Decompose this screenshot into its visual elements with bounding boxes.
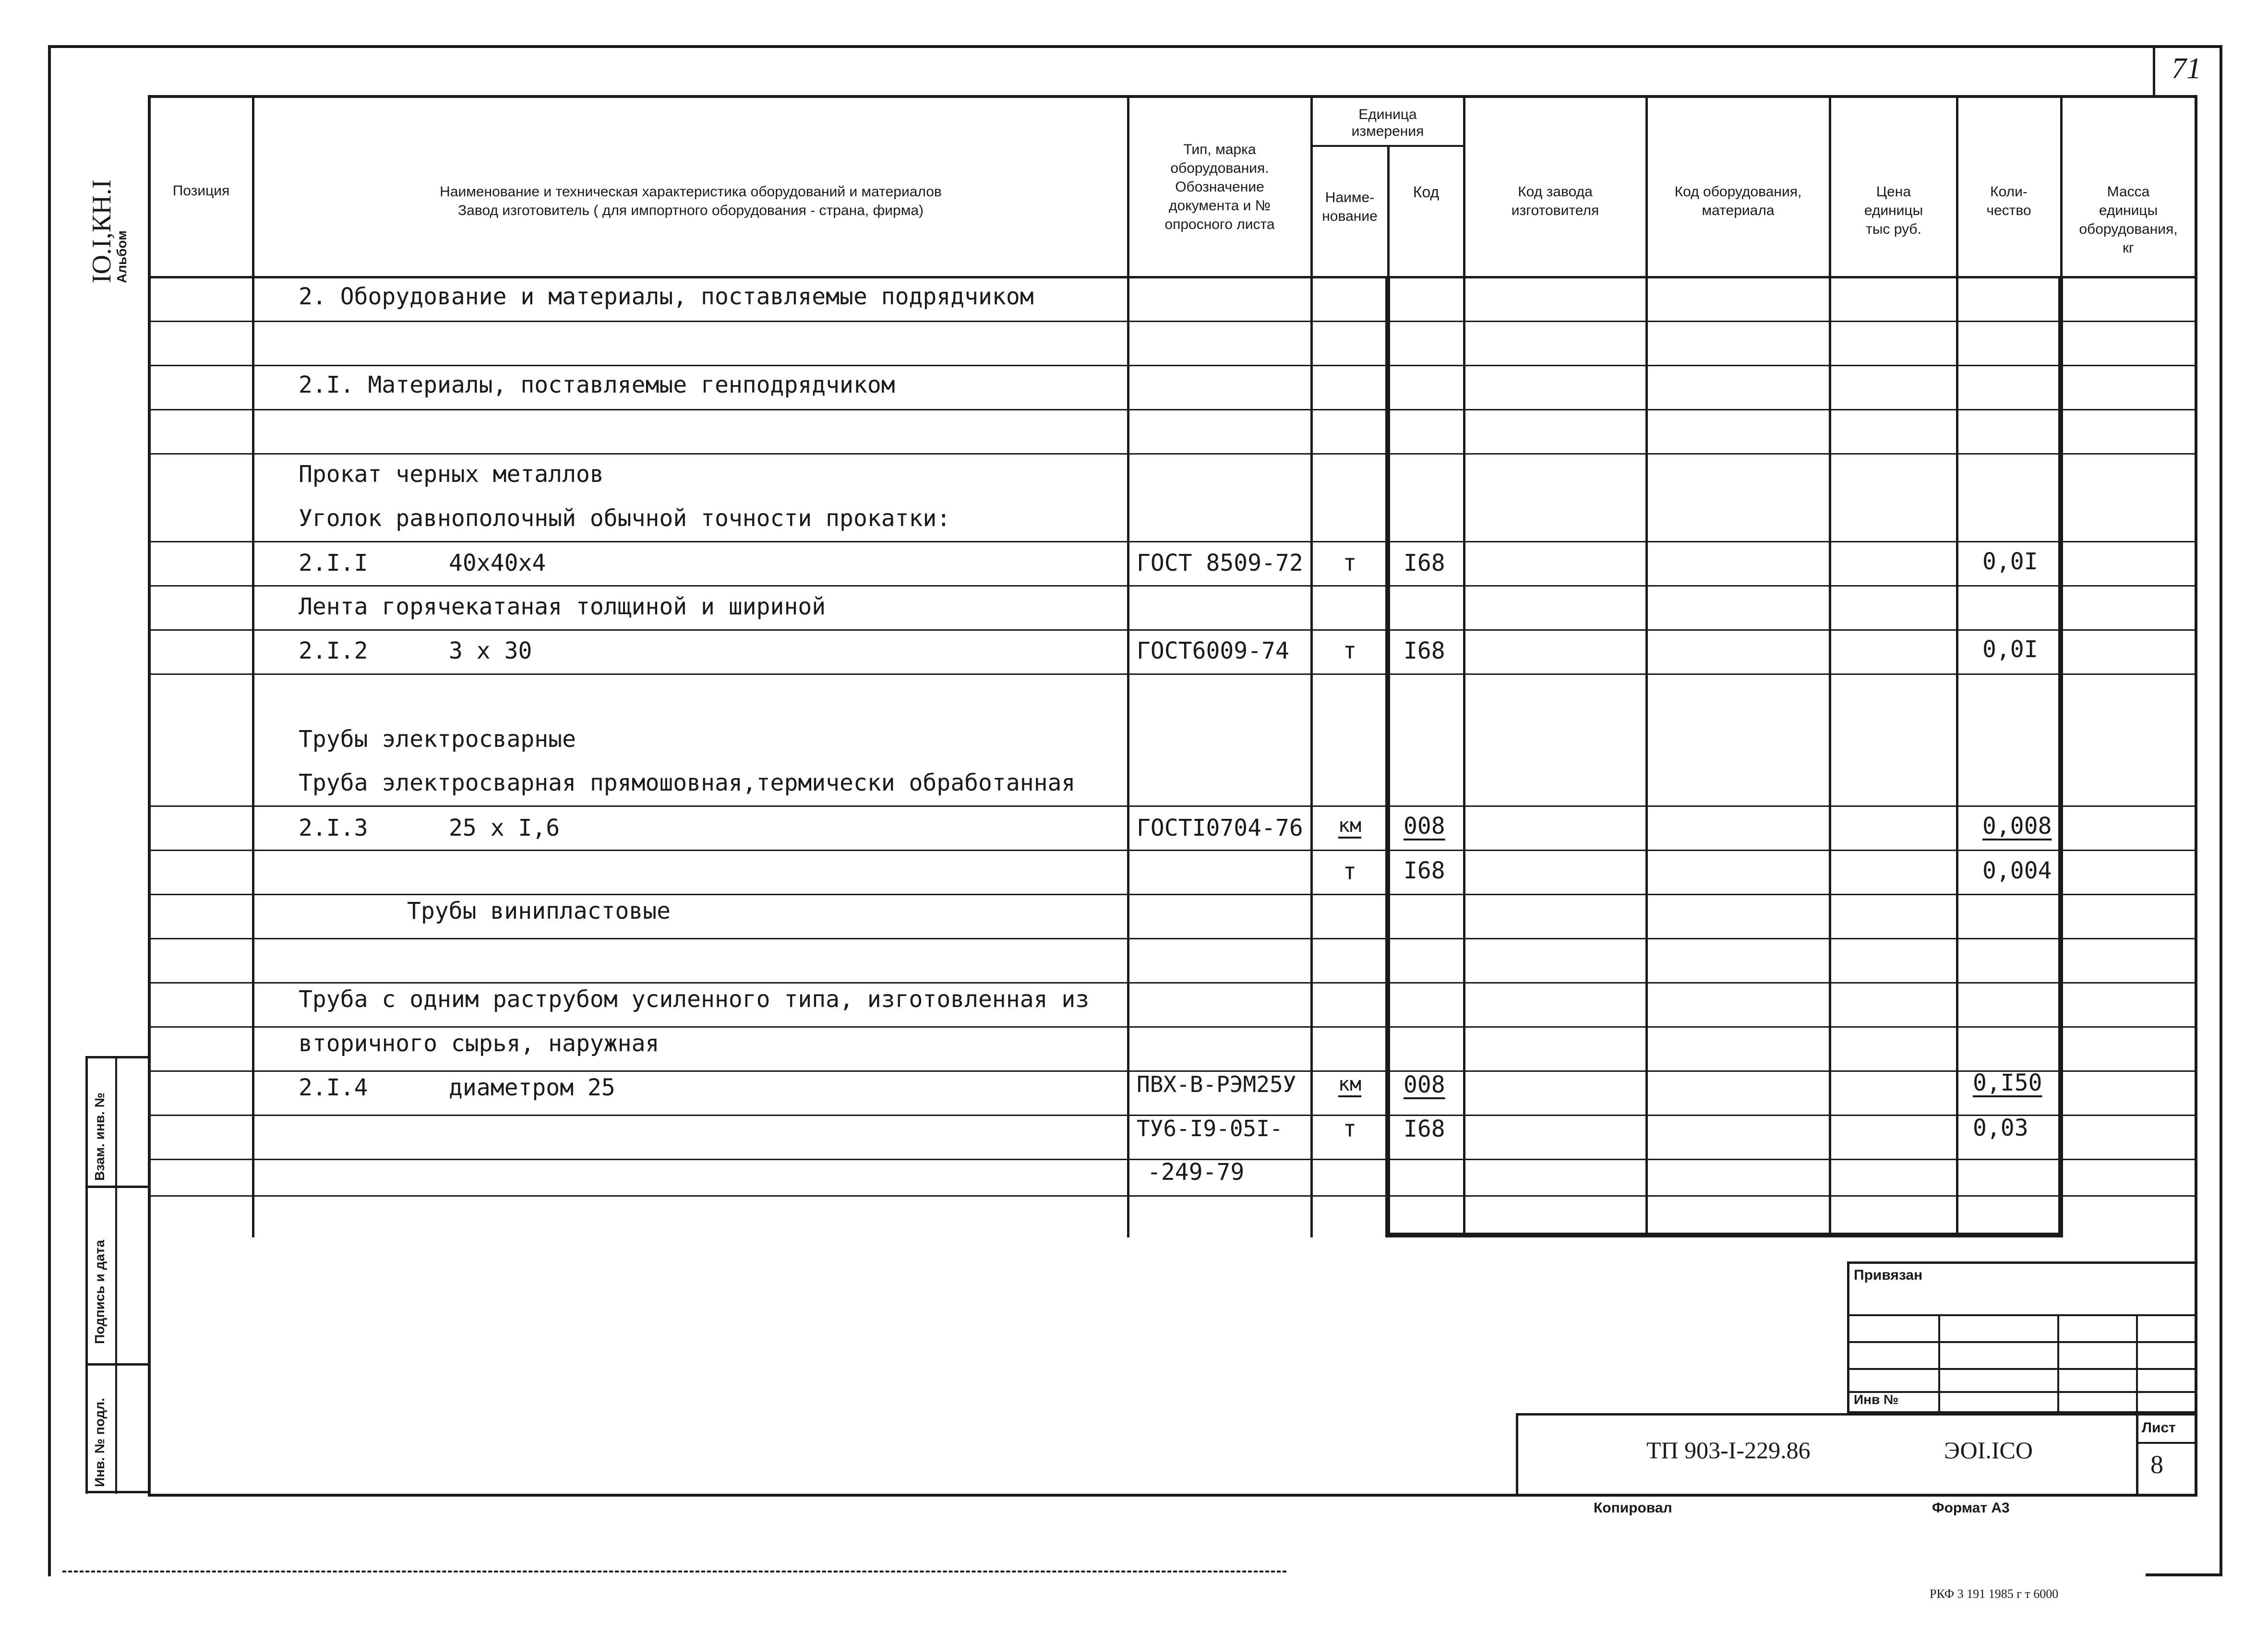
title-block-line: [1847, 1341, 2196, 1343]
stamp-line: [85, 1186, 150, 1188]
row-type: ТУ6-I9-05I-: [1137, 1116, 1283, 1141]
title-block-line: [2136, 1413, 2138, 1494]
row-item-desc: Труба электросварная прямошовная,термически обработанная: [299, 769, 1076, 796]
row-subsection-title: 2.I. Материалы, поставляемые генподрядчиком: [299, 372, 895, 398]
header-price: Цена единицы тыс руб.: [1864, 184, 1923, 237]
title-block-line: [1516, 1413, 2196, 1416]
row-group-title: Трубы винипластовые: [407, 898, 671, 924]
header-position: Позиция: [172, 183, 230, 199]
header-equip-code: Код оборудования, материала: [1674, 184, 1802, 218]
header-name: Наименование и техническая характеристика оборудований и материалов Завод изготовитель ( для импортного оборудования - страна, фирма): [440, 184, 942, 218]
row-line: [148, 850, 2196, 851]
title-inv-no: Инв №: [1854, 1392, 1899, 1407]
format-label: Формат А3: [1932, 1500, 2010, 1516]
title-bound: Привязан: [1854, 1267, 1923, 1283]
row-group-title: Прокат черных металлов: [299, 461, 604, 488]
page-number-box-left: [2153, 48, 2155, 96]
outer-frame-left: [48, 45, 51, 1576]
header-factory-code: Код завода изготовителя: [1511, 184, 1599, 218]
row-type: ГОСТI0704-76: [1137, 815, 1303, 841]
row-line: [148, 409, 2196, 410]
outer-frame-top: [48, 45, 2222, 48]
thick-frame-right: [2058, 278, 2063, 1237]
page-number: 71: [2172, 52, 2201, 85]
row-line: [148, 453, 2196, 455]
copied-label: Копировал: [1594, 1500, 1672, 1516]
row-line: [148, 982, 2196, 984]
col-line-equip-code: [1829, 95, 1831, 1237]
row-name: 40х40х4: [449, 550, 546, 576]
row-section-title: 2. Оборудование и материалы, поставляемые подрядчиком: [299, 283, 1034, 310]
row-line: [148, 673, 2196, 675]
row-code: I68: [1404, 857, 1445, 884]
table-top-line: [148, 95, 2197, 98]
stamp-line: [85, 1491, 150, 1493]
header-unit-code: Код: [1413, 183, 1440, 201]
inner-frame-left: [148, 95, 151, 1497]
title-block-line: [2136, 1442, 2196, 1444]
unit-header-divider: [1311, 145, 1464, 147]
row-unit: т: [1343, 637, 1357, 664]
row-code: 008: [1404, 1071, 1445, 1098]
header-mass: Масса единицы оборудования, кг: [2079, 184, 2178, 256]
row-line: [148, 938, 2196, 939]
row-line: [148, 321, 2196, 322]
row-unit: т: [1343, 1116, 1357, 1142]
title-block-line: [1847, 1261, 2196, 1264]
row-unit: км: [1338, 1073, 1362, 1095]
row-name: 3 х 30: [449, 637, 532, 664]
row-item-desc: Уголок равнополочный обычной точности прокатки:: [299, 505, 951, 532]
outer-frame-right: [2220, 45, 2222, 1576]
row-code: 008: [1404, 813, 1445, 840]
header-unit: Единица измерения: [1351, 107, 1424, 139]
title-block-line: [1847, 1391, 2196, 1393]
row-position: 2.I.4: [299, 1074, 368, 1101]
row-qty: 0,I50: [1973, 1069, 2042, 1096]
title-block-line: [1516, 1413, 1518, 1494]
title-block-line: [1938, 1314, 1940, 1412]
thick-frame-bottom: [1385, 1233, 2063, 1237]
row-type: -249-79: [1147, 1159, 1245, 1186]
stamp-line: [85, 1056, 150, 1058]
sheet-label: Лист: [2142, 1420, 2176, 1436]
doc-sheet-code: ЭОI.IСО: [1944, 1437, 2033, 1464]
trim-line: [62, 1571, 1286, 1572]
header-unit-name: Наиме- нование: [1322, 190, 1378, 224]
row-position: 2.I.I: [299, 550, 368, 576]
header-type: Тип, марка оборудования. Обозначение документа и № опросного листа: [1164, 142, 1275, 232]
col-line-type: [1310, 95, 1313, 1237]
row-type: ПВХ-В-РЭМ25У: [1137, 1071, 1296, 1097]
row-unit: т: [1343, 858, 1357, 885]
row-unit: км: [1338, 815, 1362, 837]
row-name: 25 х I,6: [449, 815, 560, 841]
row-line: [148, 1195, 2196, 1197]
sheet-number: 8: [2150, 1450, 2163, 1479]
row-group-title: Трубы электросварные: [299, 726, 576, 753]
outer-frame-bottom-right: [2146, 1573, 2222, 1576]
stamp-sign-date: Подпись и дата: [92, 1240, 107, 1344]
row-qty: 0,008: [1982, 813, 2052, 840]
row-position: 2.I.3: [299, 815, 368, 841]
title-block-line: [1847, 1261, 1849, 1413]
title-block-line: [1847, 1368, 2196, 1370]
inner-frame-bottom: [148, 1494, 2197, 1497]
header-bottom-line: [148, 276, 2197, 278]
row-type: ГОСТ 8509-72: [1137, 550, 1303, 576]
row-line: [148, 1026, 2196, 1028]
row-line: [148, 541, 2196, 542]
header-qty: Коли- чество: [1986, 184, 2031, 218]
stamp-inv-replace: Взам. инв. №: [92, 1092, 107, 1181]
row-line: [148, 894, 2196, 895]
row-qty: 0,0I: [1982, 636, 2038, 663]
row-line: [148, 585, 2196, 587]
title-block-line: [1847, 1314, 2196, 1316]
row-type: ГОСТ6009-74: [1137, 637, 1289, 664]
title-block-line: [2136, 1314, 2138, 1412]
stamp-line: [85, 1056, 88, 1494]
inner-frame-right: [2195, 95, 2197, 1497]
row-name: диаметром 25: [449, 1074, 615, 1101]
row-position: 2.I.2: [299, 637, 368, 664]
stamp-line: [85, 1363, 150, 1366]
album-label: Альбом: [114, 230, 129, 283]
col-line-factory-code: [1645, 95, 1648, 1237]
row-code: I68: [1404, 637, 1445, 664]
row-code: I68: [1404, 1116, 1445, 1142]
col-line-position: [252, 95, 254, 1237]
row-item-desc: Лента горячекатаная толщиной и шириной: [299, 593, 826, 620]
row-unit: т: [1343, 550, 1357, 576]
col-line-unit-code: [1463, 95, 1465, 1237]
col-line-price: [1956, 95, 1958, 1237]
row-line: [148, 805, 2196, 807]
row-item-desc: вторичного сырья, наружная: [299, 1030, 660, 1057]
row-code: I68: [1404, 550, 1445, 576]
col-line-name: [1127, 95, 1129, 1237]
album-value: IO.I,КН.I: [87, 179, 117, 283]
stamp-inv-original: Инв. № подл.: [92, 1398, 107, 1487]
row-line: [148, 629, 2196, 631]
row-qty: 0,0I: [1982, 548, 2038, 575]
row-item-desc: Труба с одним раструбом усиленного типа, изготовленная из: [299, 986, 1090, 1013]
stamp-line: [115, 1056, 117, 1494]
title-block-line: [2057, 1314, 2059, 1412]
row-qty: 0,03: [1973, 1115, 2028, 1141]
row-qty: 0,004: [1982, 857, 2052, 884]
printer-mark: РКФ 3 191 1985 г т 6000: [1930, 1587, 2059, 1601]
doc-code: ТП 903-I-229.86: [1646, 1437, 1811, 1464]
row-line: [148, 365, 2196, 366]
